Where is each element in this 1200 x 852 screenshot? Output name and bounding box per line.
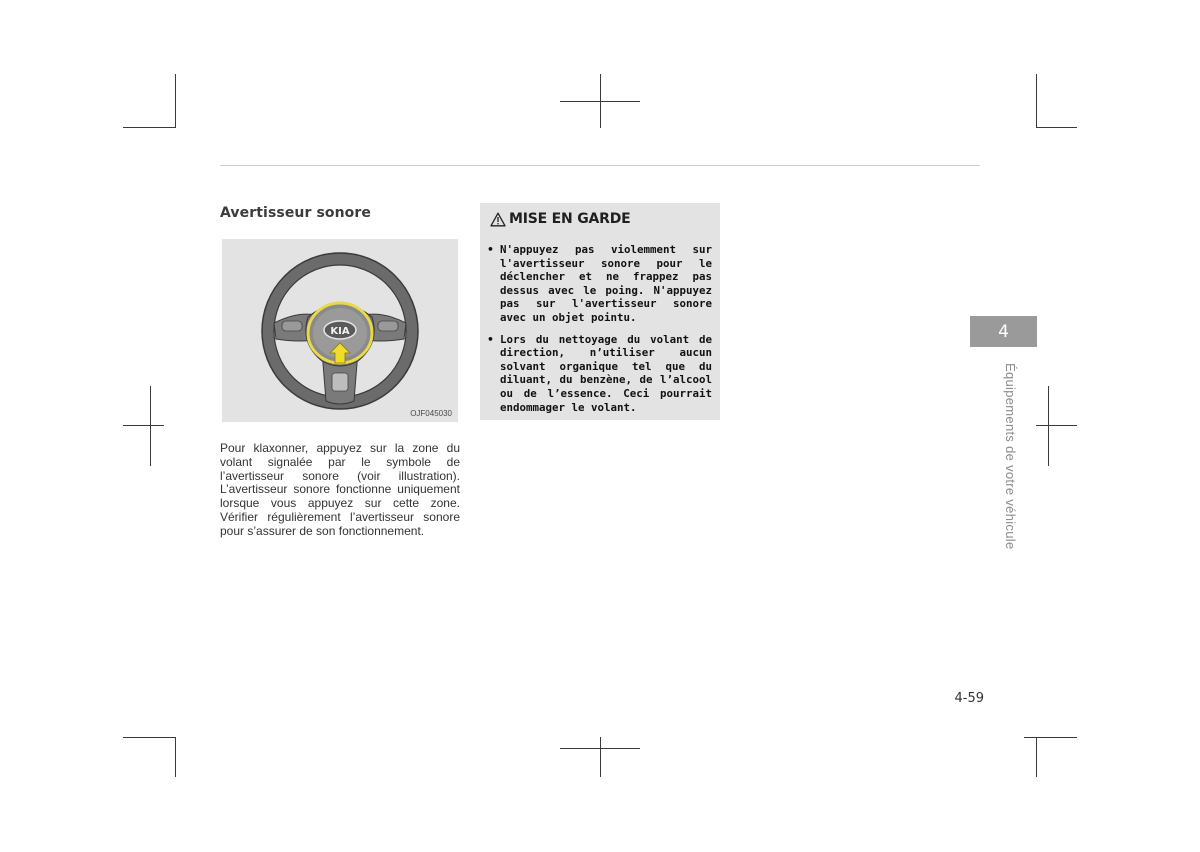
kia-logo-text: KIA <box>330 326 350 337</box>
warning-header <box>490 211 631 227</box>
warning-list <box>486 243 712 422</box>
header-rule <box>220 165 980 166</box>
warning-item-text: Lors du nettoyage du volant de direction, n’utiliser aucun solvant organique tel que du diluant, du benzène, de l’alcool ou de l’essence. Ceci pourrait endommager le volant. <box>500 332 712 414</box>
chapter-tab <box>970 316 1037 347</box>
warning-title: MISE EN GARDE <box>509 211 631 227</box>
steering-wheel-figure <box>222 239 458 422</box>
steering-wheel-illustration <box>222 239 458 422</box>
bullet-icon: • <box>487 243 494 256</box>
bullet-icon: • <box>487 332 494 346</box>
warning-item <box>486 243 712 325</box>
figure-code: OJF045030 <box>410 409 452 418</box>
warning-item <box>486 333 712 415</box>
warning-triangle-icon <box>490 212 506 227</box>
body-text: Pour klaxonner, appuyez sur la zone du volant signalée par le symbole de l’avertisseur sonore (voir illustration). L’avertisseur sonore fonctionne uniquement lorsque vous appuyez sur cette zone. Vérifier régulièrement l’avertisseur sonore pour s’assurer de son fonctionnement. <box>220 441 460 538</box>
warning-item-text: N'appuyez pas violemment sur l'avertisseur sonore pour le déclencher et ne frappez pas dessus avec le poing. N'appuyez pas sur l'avertisseur sonore avec un objet pointu. <box>500 243 712 324</box>
section-title: Avertisseur sonore <box>220 205 371 221</box>
warning-box <box>480 203 720 420</box>
chapter-number: 4 <box>998 321 1009 342</box>
page-number: 4-59 <box>954 691 984 706</box>
chapter-title: Équipements de votre véhicule <box>1003 363 1018 550</box>
